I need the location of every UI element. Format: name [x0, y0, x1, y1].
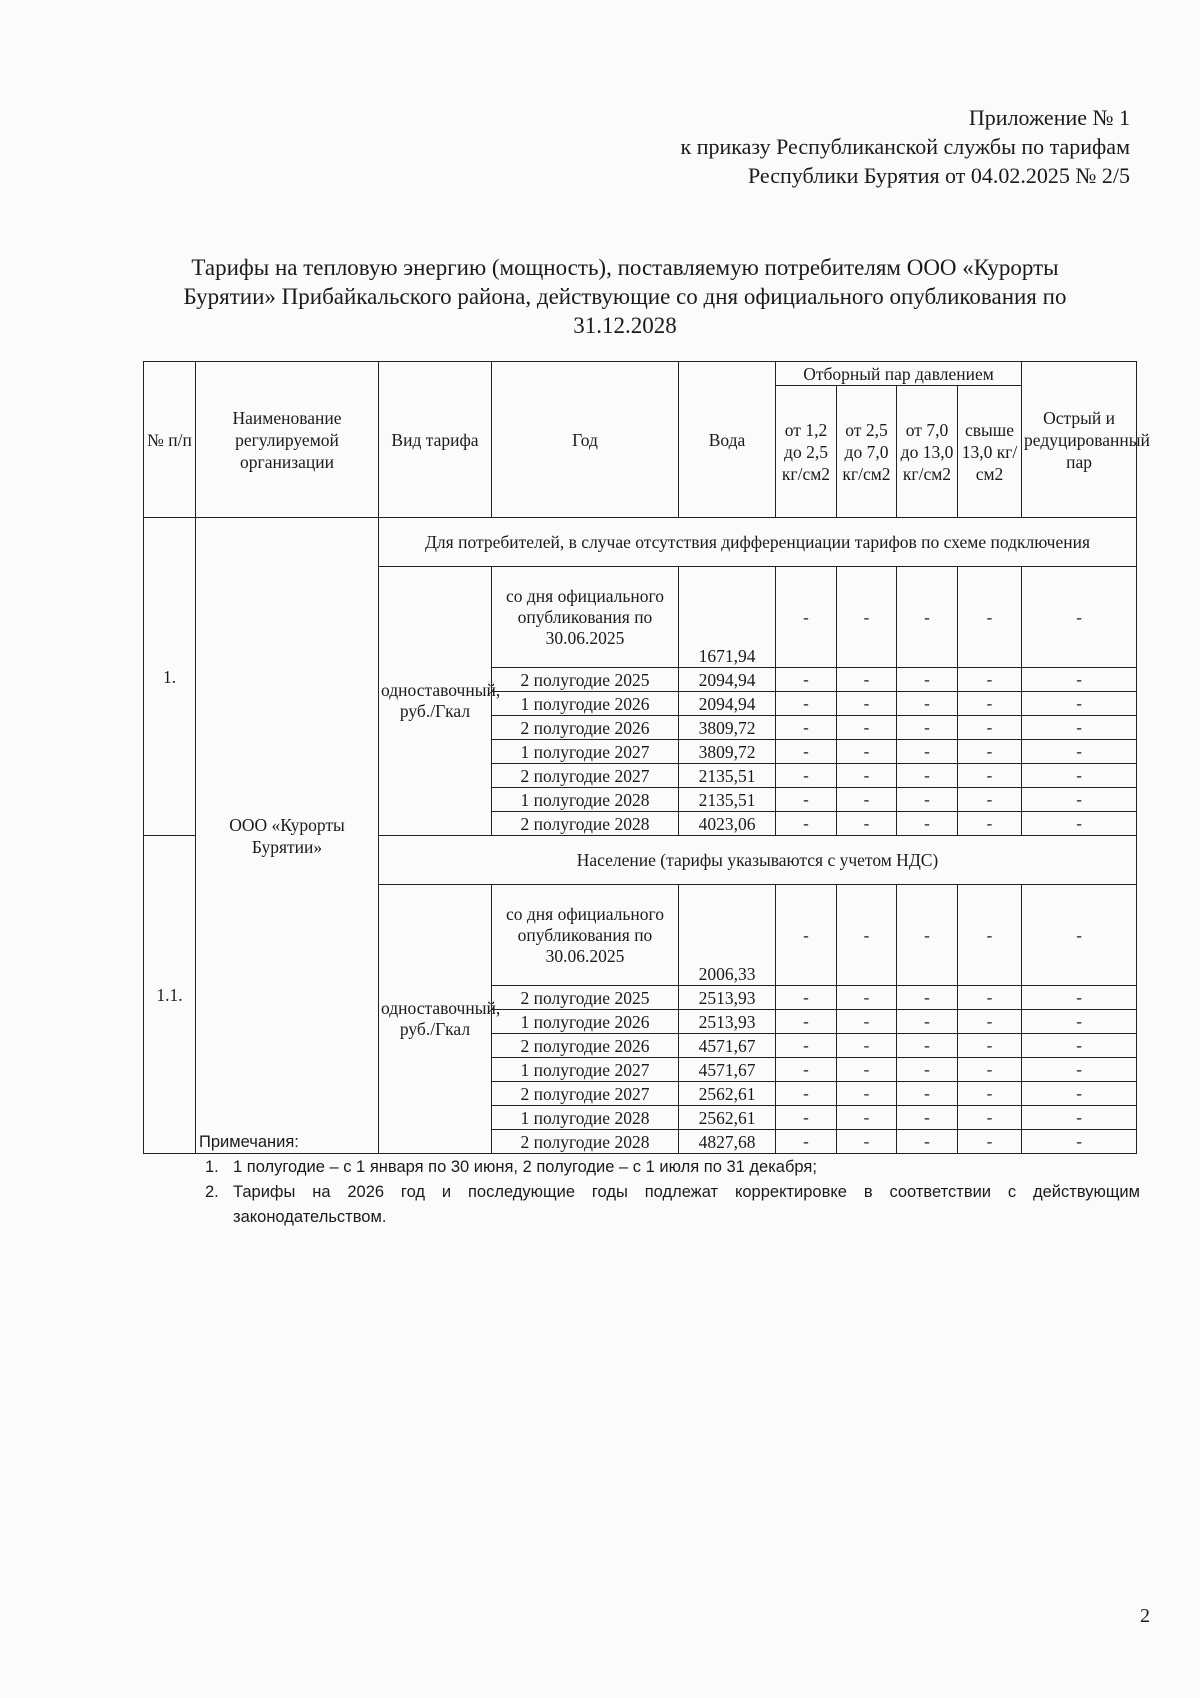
water-tariff-value: 1671,94	[679, 567, 776, 668]
org-name: ООО «Курорты Бурятии»	[196, 518, 379, 1154]
note-number: 1.	[205, 1158, 219, 1176]
period-cell: 2 полугодие 2025	[492, 668, 679, 692]
steam-tariff-value: -	[897, 668, 958, 692]
document-title: Тарифы на тепловую энергию (мощность), поставляемую потребителям ООО «Курорты Бурятии» Прибайкальского района, действующие со дня официального опубликования по 31.12.2028	[183, 255, 1067, 338]
period-cell: со дня официального опубликования по 30.06.2025	[492, 885, 679, 986]
steam-tariff-value: -	[776, 788, 837, 812]
steam-tariff-value: -	[776, 986, 837, 1010]
period-cell: со дня официального опубликования по 30.06.2025	[492, 567, 679, 668]
tariff-table	[143, 361, 1150, 1154]
water-tariff-value: 2513,93	[679, 986, 776, 1010]
steam-tariff-value: -	[1022, 1106, 1137, 1130]
steam-tariff-value: -	[776, 567, 837, 668]
steam-tariff-value: -	[958, 1010, 1022, 1034]
appendix-label: Приложение № 1	[968, 105, 1130, 130]
steam-tariff-value: -	[837, 1010, 897, 1034]
steam-tariff-value: -	[958, 885, 1022, 986]
steam-tariff-value: -	[837, 1130, 897, 1154]
steam-tariff-value: -	[776, 764, 837, 788]
water-tariff-value: 4827,68	[679, 1130, 776, 1154]
water-tariff-value: 2094,94	[679, 692, 776, 716]
steam-tariff-value: -	[1022, 1034, 1137, 1058]
steam-tariff-value: -	[1022, 885, 1137, 986]
steam-tariff-value: -	[776, 1106, 837, 1130]
steam-tariff-value: -	[837, 1106, 897, 1130]
steam-tariff-value: -	[1022, 788, 1137, 812]
steam-tariff-value: -	[897, 1106, 958, 1130]
water-tariff-value: 2094,94	[679, 668, 776, 692]
period-cell: 2 полугодие 2027	[492, 764, 679, 788]
header-pressure-1: от 1,2 до 2,5 кг/см2	[776, 386, 837, 518]
steam-tariff-value: -	[897, 1058, 958, 1082]
notes	[199, 1130, 1140, 1230]
water-tariff-value: 2135,51	[679, 788, 776, 812]
water-tariff-value: 4571,67	[679, 1034, 776, 1058]
header-pressure-4: свыше 13,0 кг/см2	[958, 386, 1022, 518]
steam-tariff-value: -	[958, 788, 1022, 812]
steam-tariff-value: -	[837, 740, 897, 764]
steam-tariff-value: -	[1022, 740, 1137, 764]
steam-tariff-value: -	[897, 567, 958, 668]
steam-tariff-value: -	[776, 812, 837, 836]
steam-tariff-value: -	[958, 812, 1022, 836]
period-cell: 2 полугодие 2026	[492, 1034, 679, 1058]
notes-heading: Примечания:	[199, 1133, 299, 1151]
steam-tariff-value: -	[958, 692, 1022, 716]
steam-tariff-value: -	[776, 740, 837, 764]
note-item	[205, 1155, 1140, 1180]
steam-tariff-value: -	[958, 1034, 1022, 1058]
row-number: 1.	[144, 518, 196, 836]
header-tariff-type: Вид тарифа	[379, 362, 492, 518]
steam-tariff-value: -	[897, 1130, 958, 1154]
note-number: 2.	[205, 1183, 219, 1201]
steam-tariff-value: -	[776, 1010, 837, 1034]
steam-tariff-value: -	[958, 668, 1022, 692]
steam-tariff-value: -	[1022, 1082, 1137, 1106]
period-cell: 1 полугодие 2026	[492, 1010, 679, 1034]
period-cell: 1 полугодие 2027	[492, 1058, 679, 1082]
steam-tariff-value: -	[897, 764, 958, 788]
section-group-row	[144, 518, 1137, 567]
table-body	[144, 518, 1137, 1154]
steam-tariff-value: -	[837, 1058, 897, 1082]
steam-tariff-value: -	[1022, 812, 1137, 836]
water-tariff-value: 2562,61	[679, 1082, 776, 1106]
period-cell: 1 полугодие 2027	[492, 740, 679, 764]
steam-tariff-value: -	[837, 567, 897, 668]
header-pressure-2: от 2,5 до 7,0 кг/см2	[837, 386, 897, 518]
steam-tariff-value: -	[958, 1058, 1022, 1082]
steam-tariff-value: -	[897, 812, 958, 836]
steam-tariff-value: -	[958, 716, 1022, 740]
steam-tariff-value: -	[837, 668, 897, 692]
page-number: 2	[1140, 1605, 1150, 1627]
steam-tariff-value: -	[837, 764, 897, 788]
period-cell: 1 полугодие 2028	[492, 788, 679, 812]
period-cell: 2 полугодие 2026	[492, 716, 679, 740]
steam-tariff-value: -	[837, 812, 897, 836]
order-date-line: Республики Бурятия от 04.02.2025 № 2/5	[747, 163, 1130, 188]
steam-tariff-value: -	[1022, 567, 1137, 668]
header-steam-group: Отборный пар давлением	[776, 362, 1022, 386]
header-num: № п/п	[144, 362, 196, 518]
steam-tariff-value: -	[958, 567, 1022, 668]
steam-tariff-value: -	[776, 692, 837, 716]
order-reference-line: к приказу Республиканской службы по тарифам	[680, 134, 1130, 159]
section-group-label: Население (тарифы указываются с учетом НДС)	[379, 836, 1137, 885]
steam-tariff-value: -	[837, 885, 897, 986]
steam-tariff-value: -	[1022, 1130, 1137, 1154]
steam-tariff-value: -	[897, 692, 958, 716]
period-cell: 2 полугодие 2028	[492, 812, 679, 836]
header-water: Вода	[679, 362, 776, 518]
steam-tariff-value: -	[776, 1034, 837, 1058]
period-cell: 2 полугодие 2027	[492, 1082, 679, 1106]
steam-tariff-value: -	[837, 692, 897, 716]
steam-tariff-value: -	[958, 986, 1022, 1010]
note-item	[205, 1180, 1140, 1230]
steam-tariff-value: -	[958, 1082, 1022, 1106]
note-text: Тарифы на 2026 год и последующие годы подлежат корректировке в соответствии с действующим законодательством.	[233, 1183, 1140, 1226]
water-tariff-value: 2562,61	[679, 1106, 776, 1130]
steam-tariff-value: -	[958, 740, 1022, 764]
steam-tariff-value: -	[837, 1082, 897, 1106]
steam-tariff-value: -	[897, 740, 958, 764]
steam-tariff-value: -	[1022, 986, 1137, 1010]
steam-tariff-value: -	[897, 885, 958, 986]
water-tariff-value: 3809,72	[679, 740, 776, 764]
steam-tariff-value: -	[897, 986, 958, 1010]
steam-tariff-value: -	[958, 1130, 1022, 1154]
water-tariff-value: 3809,72	[679, 716, 776, 740]
header-pressure-3: от 7,0 до 13,0 кг/см2	[897, 386, 958, 518]
section-group-label: Для потребителей, в случае отсутствия дифференциации тарифов по схеме подключения	[379, 518, 1137, 567]
header-sharp-steam: Острый и редуцированный пар	[1022, 362, 1137, 518]
water-tariff-value: 2135,51	[679, 764, 776, 788]
steam-tariff-value: -	[837, 788, 897, 812]
period-cell: 2 полугодие 2025	[492, 986, 679, 1010]
steam-tariff-value: -	[776, 885, 837, 986]
steam-tariff-value: -	[1022, 1058, 1137, 1082]
steam-tariff-value: -	[776, 1082, 837, 1106]
steam-tariff-value: -	[897, 1034, 958, 1058]
row-number: 1.1.	[144, 836, 196, 1154]
steam-tariff-value: -	[897, 1082, 958, 1106]
water-tariff-value: 4023,06	[679, 812, 776, 836]
steam-tariff-value: -	[958, 1106, 1022, 1130]
table-header	[144, 362, 1150, 518]
document-header	[681, 103, 1130, 190]
steam-tariff-value: -	[837, 716, 897, 740]
header-year: Год	[492, 362, 679, 518]
steam-tariff-value: -	[1022, 692, 1137, 716]
steam-tariff-value: -	[1022, 764, 1137, 788]
header-org: Наименование регулируемой организации	[196, 362, 379, 518]
steam-tariff-value: -	[837, 986, 897, 1010]
steam-tariff-value: -	[897, 788, 958, 812]
steam-tariff-value: -	[776, 668, 837, 692]
tariff-type: одноставочный, руб./Гкал	[379, 885, 492, 1154]
steam-tariff-value: -	[776, 1058, 837, 1082]
water-tariff-value: 2513,93	[679, 1010, 776, 1034]
period-cell: 1 полугодие 2026	[492, 692, 679, 716]
water-tariff-value: 4571,67	[679, 1058, 776, 1082]
steam-tariff-value: -	[1022, 716, 1137, 740]
period-cell: 1 полугодие 2028	[492, 1106, 679, 1130]
steam-tariff-value: -	[837, 1034, 897, 1058]
tariff-type: одноставочный, руб./Гкал	[379, 567, 492, 836]
water-tariff-value: 2006,33	[679, 885, 776, 986]
steam-tariff-value: -	[776, 1130, 837, 1154]
steam-tariff-value: -	[1022, 1010, 1137, 1034]
steam-tariff-value: -	[897, 716, 958, 740]
period-cell: 2 полугодие 2028	[492, 1130, 679, 1154]
steam-tariff-value: -	[1022, 668, 1137, 692]
steam-tariff-value: -	[958, 764, 1022, 788]
steam-tariff-value: -	[897, 1010, 958, 1034]
note-text: 1 полугодие – с 1 января по 30 июня, 2 полугодие – с 1 июля по 31 декабря;	[233, 1158, 817, 1176]
steam-tariff-value: -	[776, 716, 837, 740]
